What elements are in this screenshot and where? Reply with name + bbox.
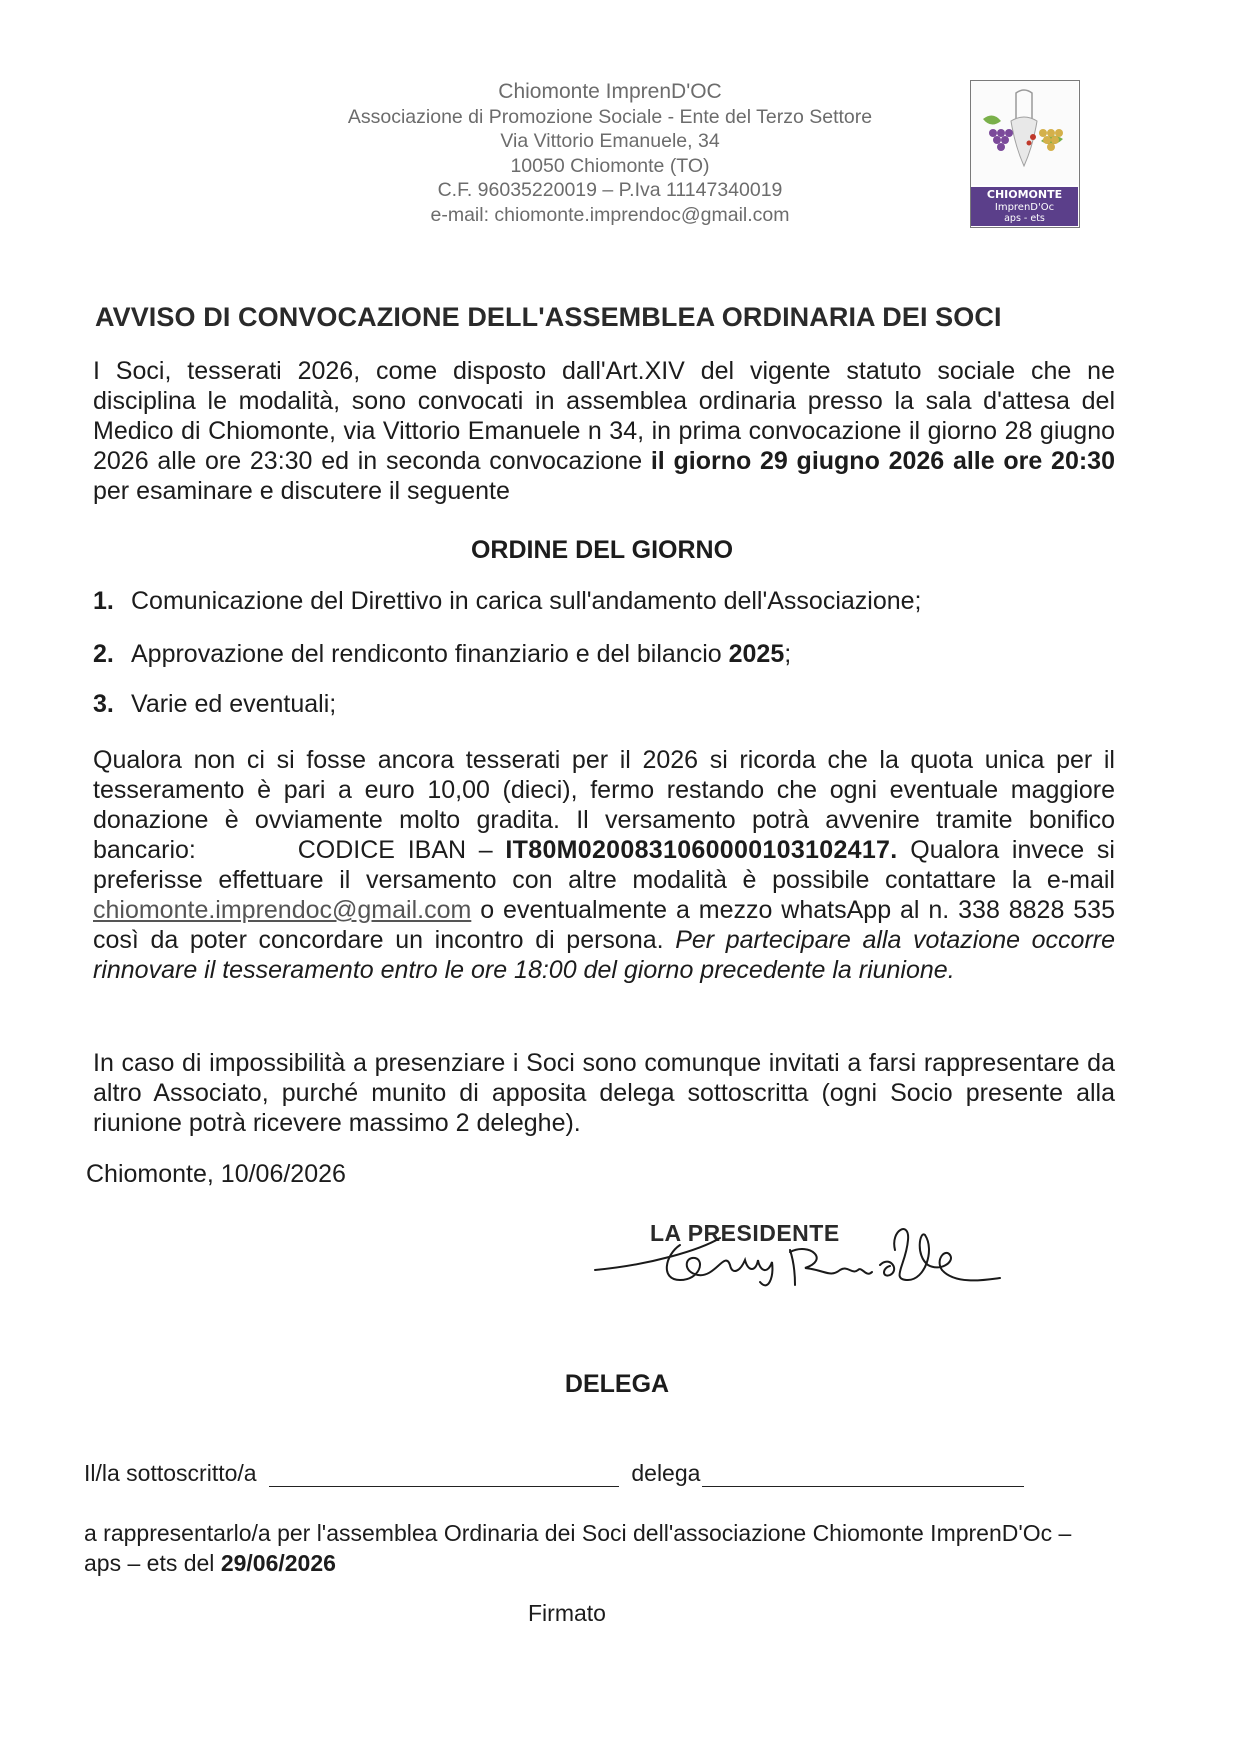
undersigned-label: Il/la sottoscritto/a xyxy=(84,1460,257,1486)
proxy-statement xyxy=(84,1518,1084,1578)
proxy-paragraph: In caso di impossibilità a presenziare i Soci sono comunque invitati a farsi rappresentare da altro Associato, purché munito di apposita delega sottoscritta (ogni Socio presente alla riunione potrà ricevere massimo 2 deleghe). xyxy=(93,1049,1115,1137)
agenda-item xyxy=(93,640,1133,669)
president-title: LA PRESIDENTE xyxy=(650,1220,840,1246)
letterhead xyxy=(300,80,920,227)
membership-paragraph xyxy=(93,745,1115,985)
iban-code: IT80M0200831060000103102417. xyxy=(505,836,898,864)
delegate-label: delega xyxy=(631,1460,701,1486)
agenda-item xyxy=(93,690,1133,719)
president-signature xyxy=(590,1210,1010,1325)
convocation-tail: per esaminare e discutere il seguente xyxy=(93,477,510,505)
iban-label: CODICE IBAN – xyxy=(297,836,506,864)
proxy-form-line xyxy=(84,1460,1084,1487)
agenda-item-text: Varie ed eventuali; xyxy=(131,690,337,718)
org-city: 10050 Chiomonte (TO) xyxy=(510,154,710,177)
association-logo xyxy=(970,80,1080,228)
membership-text-2: Qualora invece si preferisse effettuare il versamento con altre modalità è possibile contattare la e-mail xyxy=(93,836,1115,894)
org-fiscal: C.F. 96035220019 – P.Iva 11147340019 xyxy=(437,179,783,201)
agenda-item-number: 3. xyxy=(93,690,114,718)
place-date: Chiomonte, 10/06/2026 xyxy=(86,1160,346,1188)
agenda-item-year: 2025 xyxy=(728,640,785,668)
assembly-date: 29/06/2026 xyxy=(220,1550,336,1576)
org-subtitle: Associazione di Promozione Sociale - Ente del Terzo Settore xyxy=(347,105,873,128)
proxy-title: DELEGA xyxy=(564,1370,670,1398)
undersigned-name-field[interactable] xyxy=(269,1464,619,1487)
email-link[interactable]: chiomonte.imprendoc@gmail.com xyxy=(93,896,472,924)
logo-text-line2: ImprenD'Oc xyxy=(994,202,1055,213)
logo-text-line1: CHIOMONTE xyxy=(986,188,1063,201)
agenda-item-number: 1. xyxy=(93,587,114,615)
logo-graphic xyxy=(971,81,1078,226)
logo-text-line3: aps - ets xyxy=(1004,213,1045,224)
membership-text-3: o eventualmente a mezzo whatsApp al n. 338 8828 535 così da poter concordare un incontro di persona. xyxy=(93,896,1115,954)
agenda-item xyxy=(93,587,1133,616)
second-convocation-date: il giorno 29 giugno 2026 alle ore 20:30 xyxy=(650,447,1115,475)
signed-label: Firmato xyxy=(528,1600,606,1626)
agenda-item-text: Approvazione del rendiconto finanziario e del bilancio xyxy=(131,640,729,668)
org-email: e-mail: chiomonte.imprendoc@gmail.com xyxy=(430,203,790,226)
agenda-item-number: 2. xyxy=(93,640,114,668)
voting-note: Per partecipare alla votazione occorre rinnovare il tesseramento entro le ore 18:00 del giorno precedente la riunione. xyxy=(93,926,1115,984)
org-name: Chiomonte ImprenD'OC xyxy=(498,80,722,103)
proxy-statement-text: a rappresentarlo/a per l'assemblea Ordinaria dei Soci dell'associazione Chiomonte ImprenD'Oc – aps – ets del xyxy=(84,1520,1072,1576)
membership-text: Qualora non ci si fosse ancora tesserati per il 2026 si ricorda che la quota unica per il tesseramento è pari a euro 10,00 (dieci), fermo restando che ogni eventuale maggiore donazione è ovviamente molto gradita. Il versamento potrà avvenire tramite bonifico bancario: xyxy=(93,746,1115,864)
org-address: Via Vittorio Emanuele, 34 xyxy=(500,130,720,152)
signature-graphic xyxy=(590,1210,1010,1320)
delegate-name-field[interactable] xyxy=(702,1464,1024,1487)
agenda-item-tail: ; xyxy=(784,640,792,668)
agenda-item-text: Comunicazione del Direttivo in carica sull'andamento dell'Associazione; xyxy=(131,587,922,615)
document-title: AVVISO DI CONVOCAZIONE DELL'ASSEMBLEA ORDINARIA DEI SOCI xyxy=(95,302,1002,332)
convocation-paragraph xyxy=(93,356,1115,506)
convocation-text: I Soci, tesserati 2026, come disposto dall'Art.XIV del vigente statuto sociale che ne disciplina le modalità, sono convocati in assemblea ordinaria presso la sala d'attesa del Medico di Chiomonte, via Vittorio Emanuele n 34, in prima convocazione il giorno 28 giugno 2026 alle ore 23:30 ed in seconda convocazione xyxy=(93,357,1115,475)
agenda-title: ORDINE DEL GIORNO xyxy=(470,536,734,564)
